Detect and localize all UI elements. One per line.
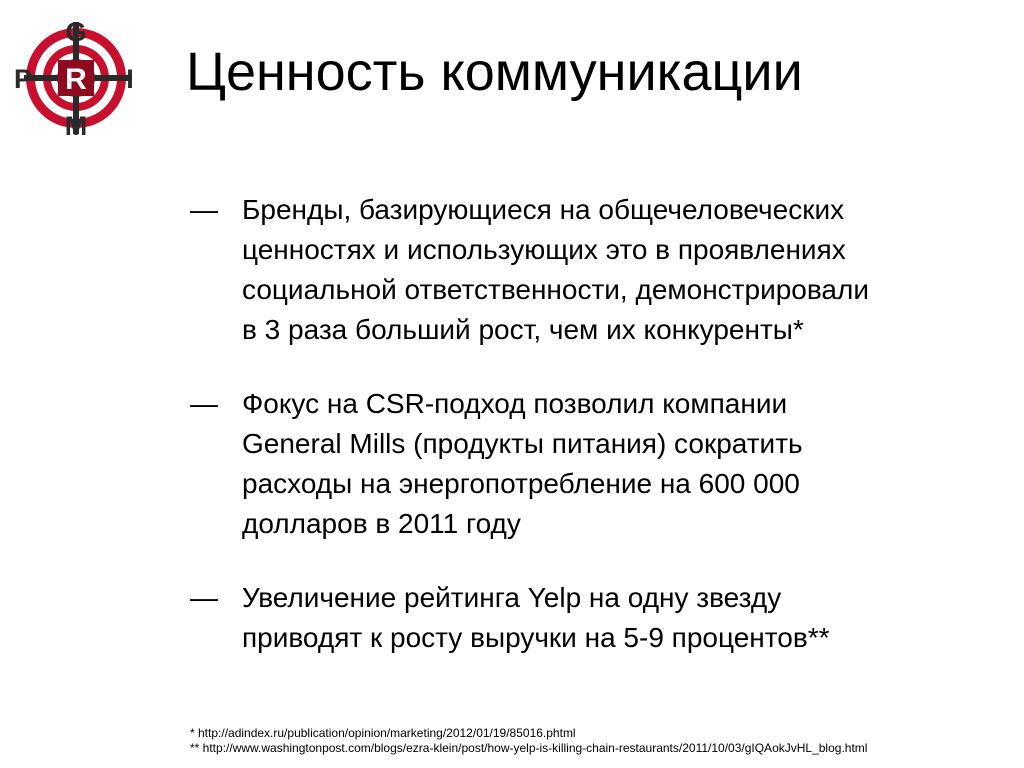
bullet-text: Увеличение рейтинга Yelp на одну звезду приводят к росту выручки на 5-9 процентов** (242, 582, 830, 653)
logo-letter-g: G (65, 17, 87, 47)
footnote-2: ** http://www.washingtonpost.com/blogs/ezra-klein/post/how-yelp-is-killing-chain-restaurants/2011/10/03/gIQAokJvHL_blog.html (190, 741, 868, 755)
bullet-item-1 (190, 190, 1010, 350)
logo-letter-m: M (64, 111, 88, 136)
bullet-marker: — (190, 582, 218, 613)
logo-letter-i: I (126, 64, 134, 94)
page-title: Ценность коммуникации (186, 42, 803, 102)
bullet-text: Бренды, базирующиеся на общечеловеческих ценностях и использующих это в проявлениях социальной ответственности, демонстрировали в 3 раза больший рост, чем их конкуренты* (242, 194, 869, 345)
footnotes (190, 726, 1010, 756)
grim-logo (10, 12, 142, 136)
logo-letter-r: R (65, 63, 87, 96)
logo-letter-p: P (13, 64, 33, 94)
footnote-1: * http://adindex.ru/publication/opinion/marketing/2012/01/19/85016.phtml (190, 726, 576, 740)
bullet-list (190, 190, 1010, 658)
bullet-marker: — (190, 194, 218, 225)
bullet-item-2 (190, 384, 1010, 544)
bullet-marker: — (190, 388, 218, 419)
logo-graphic (10, 12, 142, 136)
bullet-text: Фокус на CSR-подход позволил компании General Mills (продукты питания) сократить расходы на энергопотребление на 600 000 долларов в 2011 году (242, 388, 803, 539)
bullet-item-3 (190, 578, 1010, 658)
